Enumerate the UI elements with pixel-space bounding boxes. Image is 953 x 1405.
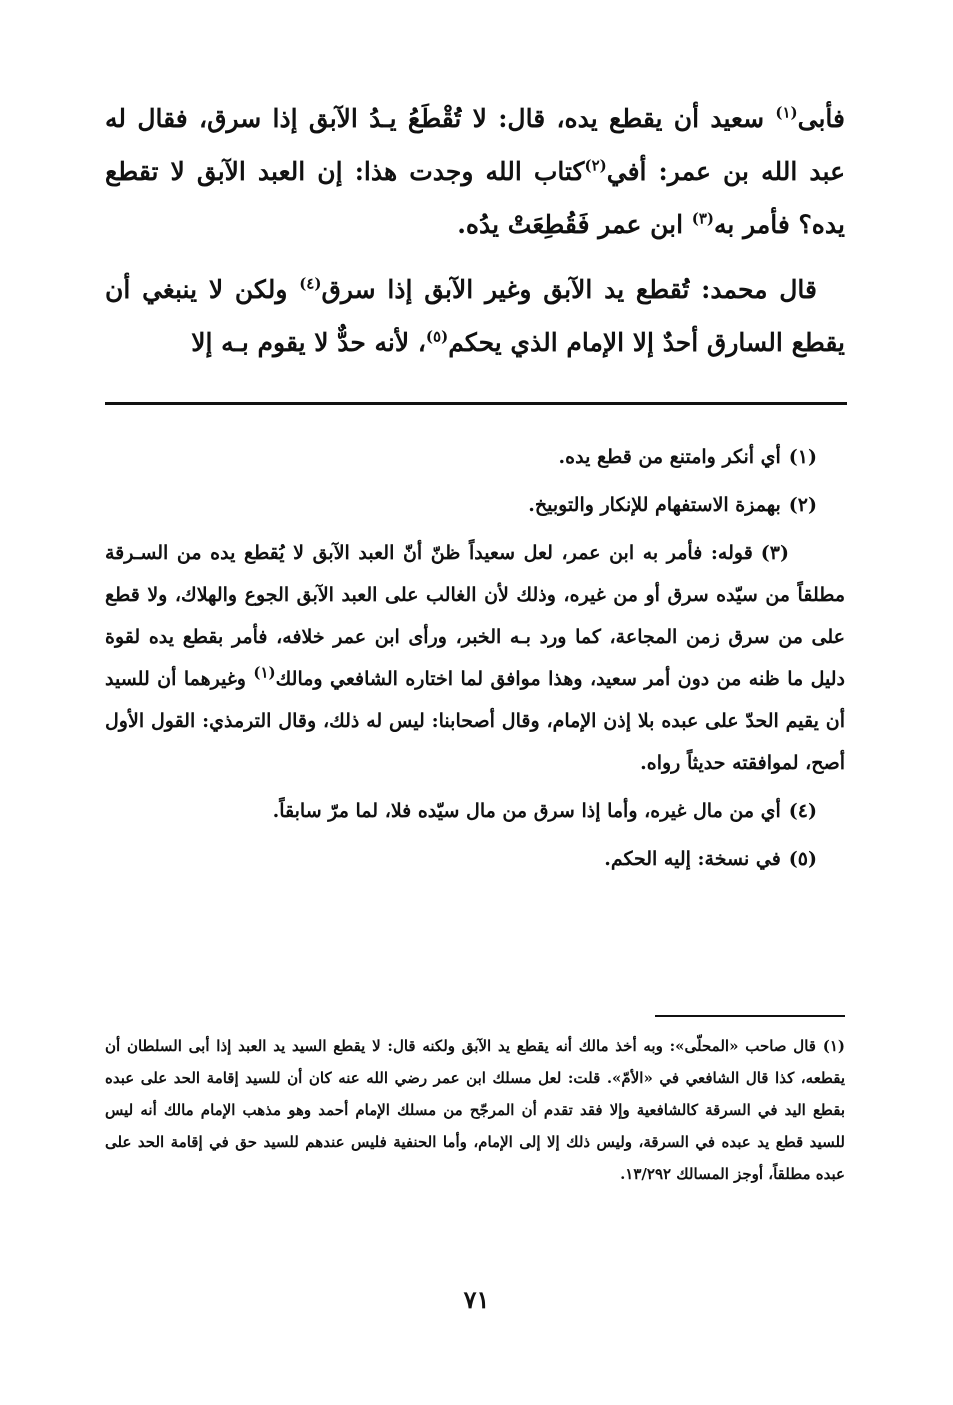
footnote-ref: (١) <box>775 103 798 122</box>
text-segment: قال محمد: تُقطع يد الآبق وغير الآبق إذا سرق <box>321 275 817 304</box>
footnote-2 <box>105 484 845 526</box>
text-segment: ابن عمر فَقُطِعَتْ يدُه. <box>457 210 692 239</box>
text-segment: ، لأنه حدٌّ لا يقوم بـه إلا <box>191 328 426 357</box>
footnote-text: بهمزة الاستفهام للإنكار والتوبيخ. <box>528 494 781 516</box>
text-segment: سعيد أن يقطع يده، قال: لا تُقْطَعُ يـدُ الآبق إذا سرق، فقال له عبد الله بن عمر: أفي <box>105 104 846 186</box>
footnote-text: أي من مال غيره، وأما إذا سرق من مال سيّده فلا، لما مرّ سابقاً. <box>272 800 781 822</box>
footnote-number: (٥) <box>788 848 817 870</box>
footnote-4 <box>105 790 845 832</box>
footnote-3 <box>105 532 845 784</box>
footnote-text: قوله: فأمر به ابن عمر، لعل سعيداً ظنّ أنّ العبد الآبق لا يُقطع يده من السـرقة مطلقاً من سيّده سرق أو من غيره، وذلك لأن الغالب على العبد الآبق الجوع والهلاك، ولا قطع على من سرق زمن المجاعة، كما ورد بـه الخبر، ورأى ابن عمر خلافه، فأمر بقطع يده لقوة دليل ما ظنه من دون أمر سعيد، وهذا موافق لما اختاره الشافعي ومالك <box>105 542 845 690</box>
footnote-ref: (١) <box>253 663 276 682</box>
footnote-text: وغيرهما أن للسيد أن يقيم الحدّ على عبده بلا إذن الإمام، وقال أصحابنا: ليس له ذلك، وقال الترمذي: القول الأول أصح، لموافقته حديثاً رواه. <box>105 668 845 774</box>
footnote-ref: (٤) <box>299 274 322 293</box>
subnotes <box>105 1030 845 1190</box>
main-paragraph-1 <box>105 92 845 251</box>
main-paragraph-2 <box>105 263 845 369</box>
footnote-ref: (٥) <box>425 327 449 346</box>
footnote-ref: (٢) <box>584 156 607 175</box>
text-segment: فأبى <box>797 104 845 133</box>
text-segment: كتاب الله وجدت هذا: إن العبد الآبق لا تقطع يده؟ فأمر به <box>105 157 845 239</box>
footnote-ref: (٣) <box>691 209 715 228</box>
text-segment: ولكن لا ينبغي أن يقطع السارق أحدٌ إلا الإمام الذي يحكم <box>105 275 845 357</box>
footnote-number: (٣) <box>760 542 789 564</box>
page-number: ٧١ <box>463 1285 490 1314</box>
footnote-text: في نسخة: إليه الحكم. <box>604 848 781 870</box>
footnotes <box>105 430 845 886</box>
footnote-text: أي أنكر وامتنع من قطع يده. <box>558 446 781 468</box>
subnote-separator <box>655 1015 845 1017</box>
footnote-1 <box>105 436 845 478</box>
footnote-number: (٤) <box>788 800 817 822</box>
footnote-number: (١) <box>788 446 817 468</box>
subnote-1 <box>105 1030 845 1190</box>
footnote-number: (٢) <box>788 494 817 516</box>
main-text <box>105 92 845 369</box>
subnote-text: قال صاحب «المحلّى»: وبه أخذ مالك أنه يقطع يد الآبق ولكنه قال: لا يقطع السيد يد العبد إذا أبى السلطان أن يقطعه، كذا قال الشافعي في «الأمّ». قلت: لعل مسلك ابن عمر رضي الله عنه كان أن للسيد إقامة الحد على عبده بقطع اليد في السرقة كالشافعية وإلا فقد تقدم أن المرجّح من مسلك الإمام أحمد وهو مذهب الإمام مالك أنه ليس للسيد قطع يد عبده في السرقة، وليس ذلك إلا إلى الإمام، وأما الحنفية فليس عندهم للسيد حق في إقامة الحد على عبده مطلقاً، أوجز المسالك ١٣/٢٩٢. <box>105 1037 845 1183</box>
footnote-separator <box>105 402 847 405</box>
subnote-number: (١) <box>822 1037 845 1055</box>
footnote-5 <box>105 838 845 880</box>
